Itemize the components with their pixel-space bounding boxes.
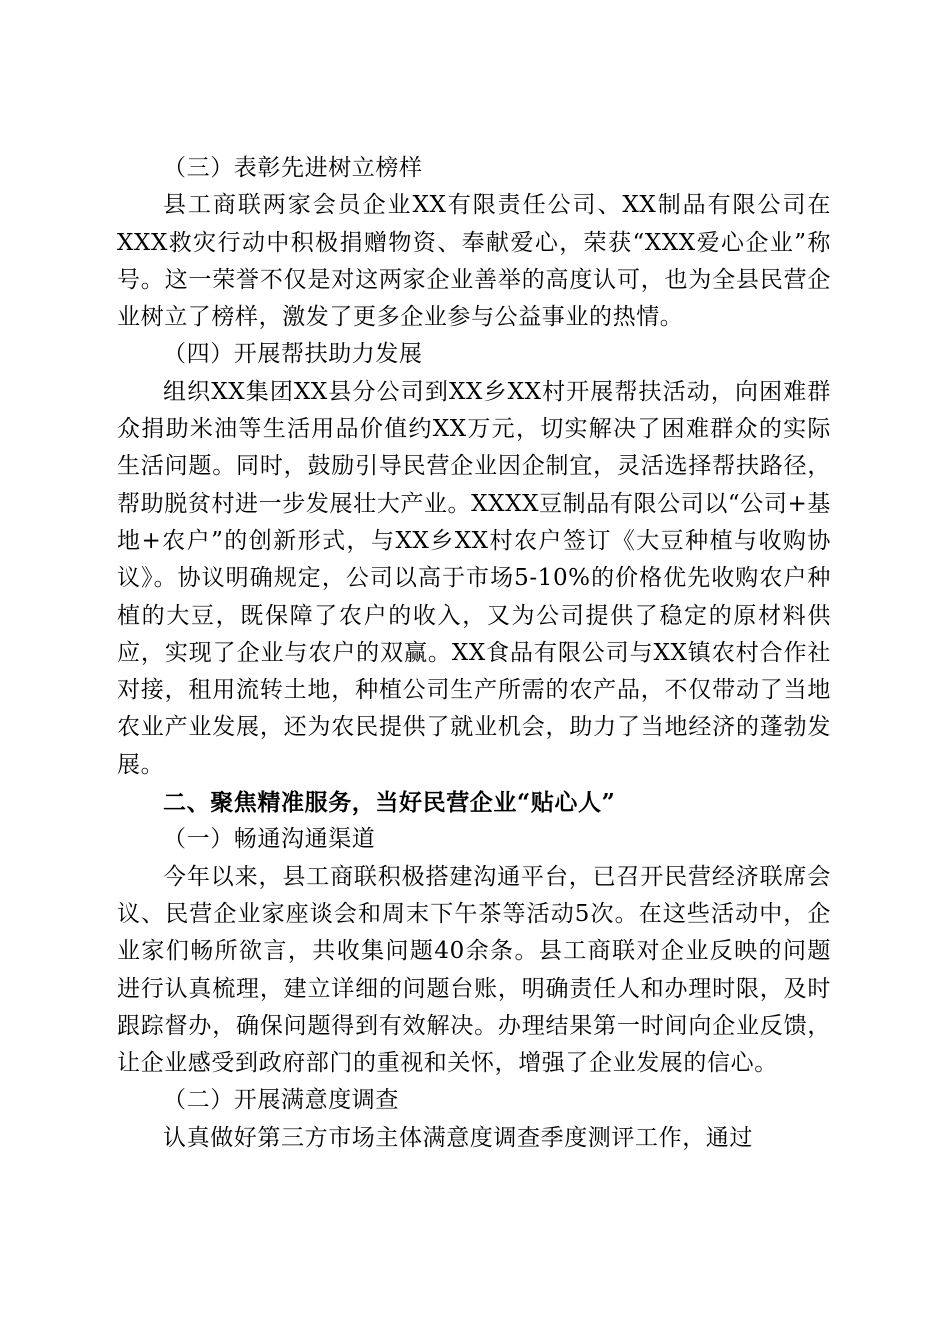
body-paragraph: 组织XX集团XX县分公司到XX乡XX村开展帮扶活动，向困难群众捐助米油等生活用品价值约XX万元，切实解决了困难群众的实际生活问题。同时，鼓励引导民营企业因企制宜，灵活选择帮扶路径，帮助脱贫村进一步发展壮大产业。XXXX豆制品有限公司以“公司+基地+农户”的创新形式，与XX乡XX村农户签订《大豆种植与收购协议》。协议明确规定，公司以高于市场5-10%的价格优先收购农户种植的大豆，既保障了农户的收入，又为公司提供了稳定的原材料供应，实现了企业与农户的双赢。XX食品有限公司与XX镇农村合作社对接，租用流转土地，种植公司生产所需的农产品，不仅带动了当地农业产业发展，还为农民提供了就业机会，助力了当地经济的蓬勃发展。 bbox=[117, 378, 831, 778]
body-paragraph: 县工商联两家会员企业XX有限责任公司、XX制品有限公司在XXX救灾行动中积极捐赠物资、奉献爱心，荣获“XXX爱心企业”称号。这一荣誉不仅是对这两家企业善举的高度认可，也为全县民营企业树立了榜样，激发了更多企业参与公益事业的热情。 bbox=[117, 192, 831, 331]
document-body bbox=[117, 150, 831, 1157]
section-subheading: （四）开展帮扶助力发展 bbox=[163, 341, 423, 368]
section-subheading: （一）畅通沟通渠道 bbox=[163, 826, 376, 853]
body-paragraph: 认真做好第三方市场主体满意度调查季度测评工作，通过 bbox=[163, 1124, 753, 1151]
section-heading: 二、聚焦精准服务，当好民营企业“贴心人” bbox=[163, 789, 616, 817]
body-paragraph: 今年以来，县工商联积极搭建沟通平台，已召开民营经济联席会议、民营企业家座谈会和周末下午茶等活动5次。在这些活动中，企业家们畅所欲言，共收集问题40余条。县工商联对企业反映的问题进行认真梳理，建立详细的问题台账，明确责任人和办理时限，及时跟踪督办，确保问题得到有效解决。办理结果第一时间向企业反馈，让企业感受到政府部门的重视和关怀，增强了企业发展的信心。 bbox=[117, 863, 831, 1077]
section-subheading: （二）开展满意度调查 bbox=[163, 1087, 399, 1114]
section-subheading: （三）表彰先进树立榜样 bbox=[163, 155, 423, 181]
